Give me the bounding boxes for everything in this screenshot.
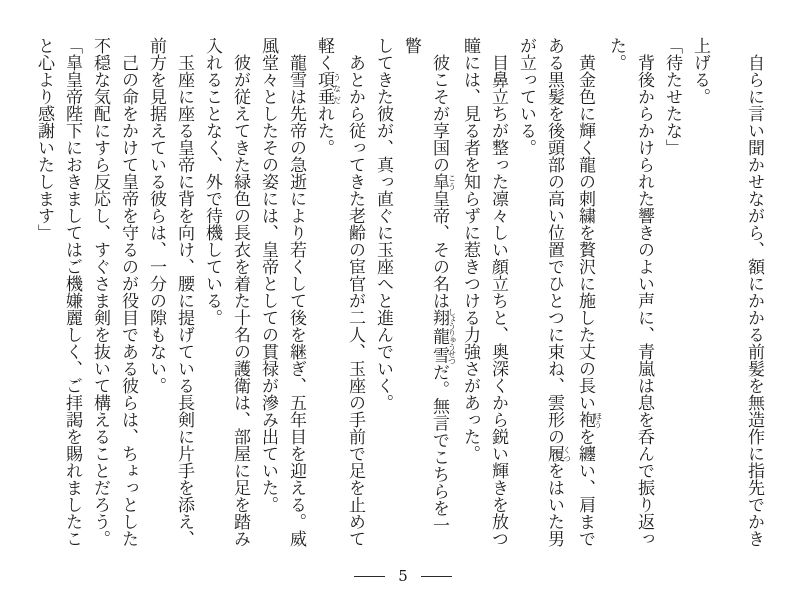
text-line: あとから従ってきた老齢の宦官が二人、玉座の手前で足を止めて <box>345 54 365 547</box>
text-body <box>34 37 768 549</box>
text-line: 上げる。 <box>690 37 710 105</box>
ruby-annotation: 履くつ <box>544 445 572 462</box>
text-line: 黄金色に輝く龍の刺繍を贅沢に施した丈の長い袍ほうを纏い、肩まで <box>575 54 603 547</box>
ruby-annotation: 皐こう <box>429 173 457 190</box>
text-line: 背後からかけられた響きのよい声に、青嵐は息を呑んで振り返っ <box>634 54 654 547</box>
text-line: 不穏な気配にすら反応し、すぐさま剣を抜いて構えることだろう。 <box>90 37 110 547</box>
text-line: してきた彼が、真っ直ぐに玉座へと進んでいく。 <box>373 37 393 411</box>
text-line: 龍雪は先帝の急逝により若くして後を継ぎ、五年目を迎える。威 <box>286 54 306 547</box>
ruby-annotation: 翔龍雪しょうりゅうせつ <box>429 308 457 365</box>
ruby-annotation: 項垂うなだ <box>314 71 342 105</box>
text-line: 軽く項垂うなだれた。 <box>314 37 342 156</box>
text-line: ある黒髪を後頭部の高い位置でひとつに束ね、雲形の履くつをはいた男 <box>544 37 572 547</box>
text-line: 前方を見据えている彼らは、一分の隙もない。 <box>146 37 166 394</box>
text-line: 瞳には、見る者を知らずに惹きつける力強さがあった。 <box>460 37 480 462</box>
footer-rule-left <box>354 576 385 577</box>
text-line: 自らに言い聞かせながら、額にかかる前髪を無造作に指先でかき <box>744 54 764 547</box>
text-line: が立っている。 <box>516 37 536 156</box>
footer-rule-right <box>421 576 452 577</box>
text-line: た。 <box>606 37 626 71</box>
text-line: 風堂々としたその姿には、皇帝としての貫禄が滲み出ていた。 <box>258 37 278 513</box>
text-line: 入れることなく、外で待機している。 <box>202 37 222 326</box>
text-line: 己の命をかけて皇帝を守るのが役目である彼らは、ちょっとした <box>118 54 138 547</box>
page-number: 5 <box>398 567 408 585</box>
text-line: 玉座に座る皇帝に背を向け、腰に提げている長剣に片手を添え、 <box>174 54 194 547</box>
page-footer <box>0 569 806 584</box>
text-line: 「皐皇帝陛下におきましてはご機嫌麗しく、ご拝謁を賜れましたこ <box>62 37 82 547</box>
text-line: 目鼻立ちが整った凛々しい顔立ちと、奥深くから鋭い輝きを放つ <box>488 54 508 547</box>
ruby-annotation: 袍ほう <box>575 411 603 428</box>
text-line: 彼こそが享国の皐こう皇帝、その名は翔龍雪しょうりゅうせつだ。無言でこちらを一瞥 <box>401 37 457 534</box>
text-line: 「待たせたな」 <box>662 37 682 156</box>
text-line: と心より感謝いたします」 <box>34 37 54 241</box>
text-line: 彼が従えてきた緑色の長衣を着た十名の護衛は、部屋に足を踏み <box>230 54 250 547</box>
